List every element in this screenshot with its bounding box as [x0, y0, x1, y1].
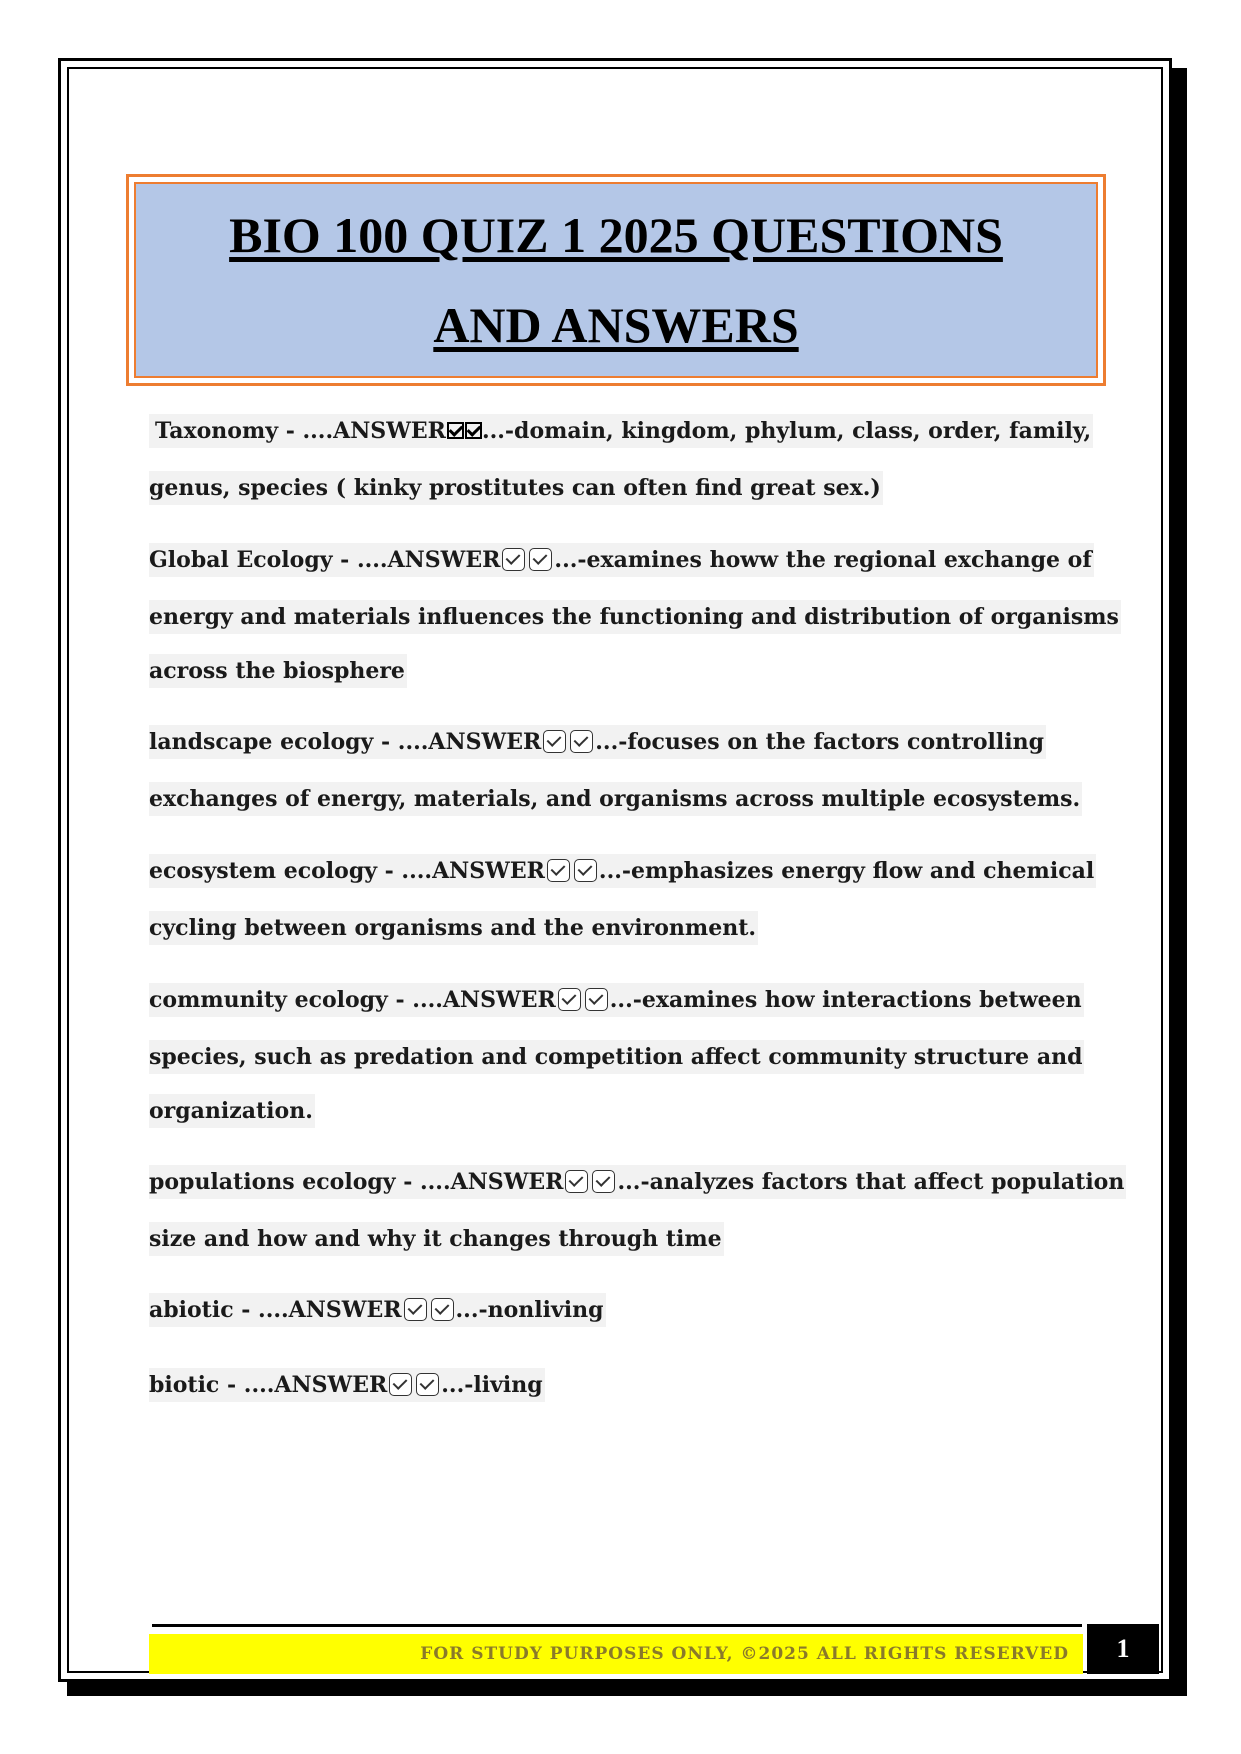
check-box-icon	[592, 1170, 615, 1193]
qa-question: Taxonomy - ....ANSWER	[155, 418, 446, 444]
qa-answer: ...-emphasizes energy flow and chemical	[598, 858, 1095, 884]
qa-question-line	[149, 983, 1084, 1017]
qa-answer-line: species, such as predation and competition affect community structure and	[149, 1040, 1084, 1074]
qa-question: abiotic - ....ANSWER	[149, 1297, 402, 1323]
footer-text: FOR STUDY PURPOSES ONLY, ©2025 ALL RIGHTS RESERVED	[420, 1644, 1069, 1664]
check-box-icon	[570, 730, 593, 753]
check-box-icon	[529, 548, 552, 571]
qa-answer-line: exchanges of energy, materials, and organisms across multiple ecosystems.	[149, 782, 1082, 816]
qa-question-line	[149, 725, 1046, 759]
check-box-icon	[585, 988, 608, 1011]
footer-rule	[152, 1624, 1082, 1627]
qa-answer: ...-living	[441, 1372, 543, 1398]
ballot-check-icon	[465, 422, 482, 439]
qa-question: landscape ecology - ....ANSWER	[149, 729, 542, 755]
title-line-1: BIO 100 QUIZ 1 2025 QUESTIONS	[229, 207, 1003, 263]
qa-question: biotic - ....ANSWER	[149, 1372, 388, 1398]
qa-question-line	[149, 1368, 545, 1402]
qa-answer: ...-examines howw the regional exchange of	[554, 547, 1092, 573]
qa-answer-line: genus, species ( kinky prostitutes can often find great sex.)	[149, 471, 883, 505]
check-box-icon	[547, 859, 570, 882]
qa-question-line	[149, 1293, 606, 1327]
qa-answer: ...-domain, kingdom, phylum, class, order, family,	[481, 418, 1092, 444]
qa-answer: ...-focuses on the factors controlling	[595, 729, 1044, 755]
check-box-icon	[404, 1298, 427, 1321]
qa-question-line	[149, 854, 1096, 888]
qa-question: Global Ecology - ....ANSWER	[149, 547, 501, 573]
qa-answer-line: cycling between organisms and the environment.	[149, 911, 758, 945]
title-banner	[134, 182, 1098, 378]
qa-answer-line: size and how and why it changes through time	[149, 1222, 724, 1256]
title-box	[126, 174, 1106, 386]
qa-question: populations ecology - ....ANSWER	[149, 1169, 564, 1195]
qa-answer: ...-analyzes factors that affect population	[617, 1169, 1125, 1195]
title-line-2: AND ANSWERS	[433, 297, 799, 353]
qa-question: ecosystem ecology - ....ANSWER	[149, 858, 545, 884]
check-box-icon	[574, 859, 597, 882]
check-box-icon	[543, 730, 566, 753]
qa-question-line	[149, 1165, 1126, 1199]
check-box-icon	[502, 548, 525, 571]
qa-question-line	[149, 543, 1094, 577]
page-number: 1	[1087, 1624, 1159, 1674]
qa-answer-line: energy and materials influences the functioning and distribution of organisms	[149, 600, 1121, 634]
ballot-check-icon	[447, 422, 464, 439]
qa-answer: ...-examines how interactions between	[609, 987, 1082, 1013]
check-box-icon	[389, 1373, 412, 1396]
check-box-icon	[565, 1170, 588, 1193]
check-box-icon	[416, 1373, 439, 1396]
qa-answer-line: organization.	[149, 1094, 315, 1128]
check-box-icon	[431, 1298, 454, 1321]
qa-answer-line: across the biosphere	[149, 654, 407, 688]
check-box-icon	[558, 988, 581, 1011]
footer-bar	[149, 1634, 1083, 1674]
qa-answer: ...-nonliving	[455, 1297, 604, 1323]
qa-question: community ecology - ....ANSWER	[149, 987, 556, 1013]
qa-question-line	[149, 414, 1093, 448]
